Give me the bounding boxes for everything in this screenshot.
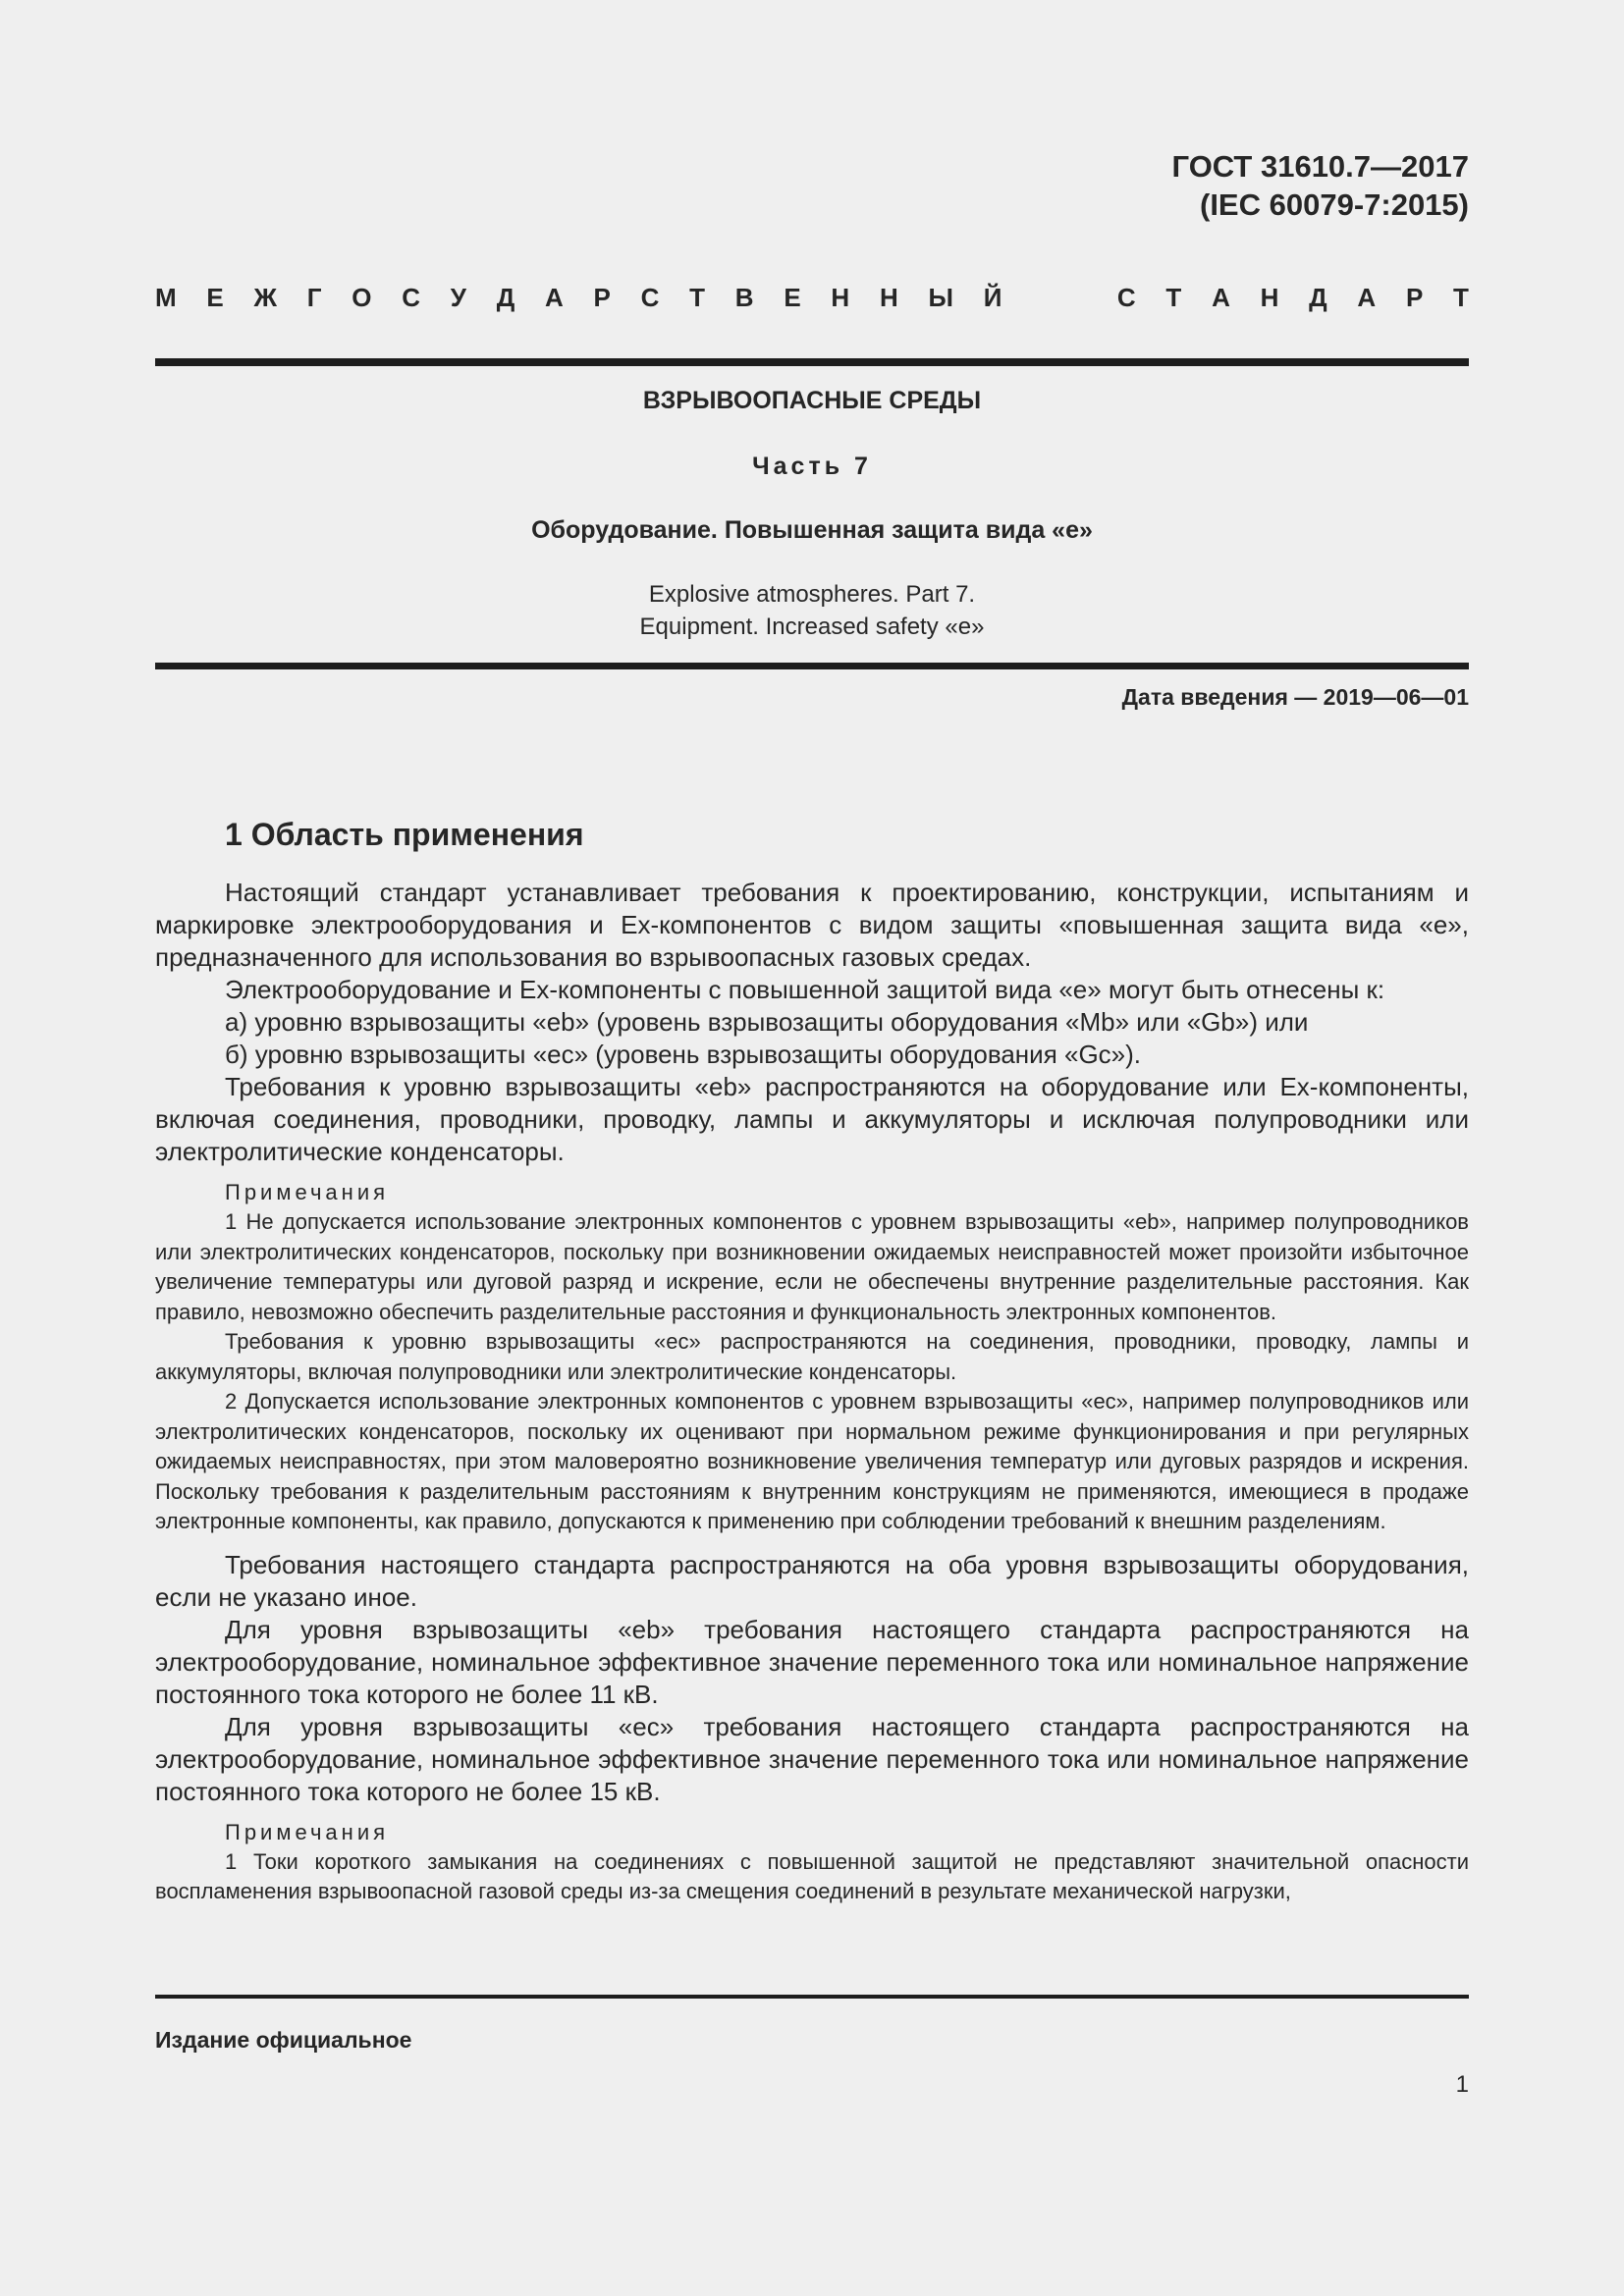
list-item: а) уровню взрывозащиты «eb» (уровень взрывозащиты оборудования «Mb» или «Gb») или: [225, 1007, 1309, 1037]
interstate-word2-letter: Д: [1309, 283, 1327, 312]
interstate-word1-letter: Ж: [253, 283, 278, 312]
interstate-word1-letter: У: [450, 283, 466, 312]
interstate-word1-letter: М: [155, 283, 177, 312]
section-body: [155, 877, 1469, 1907]
document-subtitle: Оборудование. Повышенная защита вида «е»: [531, 516, 1093, 544]
paragraph: Для уровня взрывозащиты «eb» требования настоящего стандарта распространяются на электрооборудование, номинальное эффективное значение переменного тока или номинальное напряжение постоянного тока которого не более 11 кВ.: [155, 1614, 1469, 1709]
page-number: 1: [1455, 2071, 1469, 2098]
gost-designation: [1172, 147, 1469, 224]
paragraph: Для уровня взрывозащиты «ec» требования настоящего стандарта распространяются на электрооборудование, номинальное эффективное значение переменного тока или номинальное напряжение постоянного тока которого не более 15 кВ.: [155, 1711, 1469, 1806]
word-gap: [1032, 283, 1087, 313]
top-divider: [155, 358, 1469, 366]
interstate-word1-letter: А: [545, 283, 564, 312]
interstate-word1-letter: С: [402, 283, 421, 312]
interstate-word1-letter: Т: [689, 283, 706, 312]
interstate-word2-letter: Р: [1405, 283, 1424, 312]
interstate-word2-letter: Т: [1165, 283, 1182, 312]
paragraph: Требования настоящего стандарта распространяются на оба уровня взрывозащиты оборудования, если не указано иное.: [155, 1549, 1469, 1612]
interstate-word1-letter: Н: [831, 283, 850, 312]
notes-heading: Примечания: [225, 1819, 390, 1844]
iec-number: (IEC 60079-7:2015): [1200, 187, 1469, 222]
list-item: б) уровню взрывозащиты «ec» (уровень взрывозащиты оборудования «Gc»).: [225, 1040, 1142, 1069]
section-heading: 1 Область применения: [225, 817, 584, 852]
note: Требования к уровню взрывозащиты «ec» распространяются на соединения, проводники, проводку, лампы и аккумуляторы, включая полупроводники или электролитические конденсаторы.: [155, 1329, 1469, 1384]
note: 1 Токи короткого замыкания на соединениях с повышенной защитой не представляют значительной опасности воспламенения взрывоопасной газовой среды из-за смещения соединений в результате механической нагрузки,: [155, 1848, 1469, 1903]
interstate-word1-letter: Д: [496, 283, 515, 312]
interstate-word1-letter: О: [352, 283, 372, 312]
footer-divider: [155, 1995, 1469, 1999]
interstate-word1-letter: Р: [593, 283, 611, 312]
interstate-word2-letter: А: [1357, 283, 1377, 312]
interstate-word1-letter: Н: [879, 283, 898, 312]
interstate-word1-letter: С: [640, 283, 660, 312]
interstate-standard-heading: [155, 283, 1469, 313]
interstate-word1-letter: Й: [983, 283, 1002, 312]
introduction-date: Дата введения — 2019—06—01: [1121, 684, 1469, 710]
interstate-word2-letter: Н: [1260, 283, 1279, 312]
interstate-word2-letter: А: [1212, 283, 1230, 312]
gost-number: ГОСТ 31610.7—2017: [1171, 149, 1469, 184]
interstate-word1-letter: Ы: [928, 283, 953, 312]
paragraph: Настоящий стандарт устанавливает требования к проектированию, конструкции, испытаниям и маркировке электрооборудования и Ex-компонентов с видом защиты «повышенная защита вида «е», предназначенного для использования во взрывоопасных газовых средах.: [155, 878, 1469, 972]
english-title-line-2: Equipment. Increased safety «е»: [639, 614, 985, 640]
interstate-word1-letter: Г: [306, 283, 322, 312]
note: 2 Допускается использование электронных компонентов с уровнем взрывозащиты «ec», например полупроводников или электролитических конденсаторов, поскольку их оценивают при нормальном режиме функционирования и при регулярных ожидаемых неисправностях, при этом маловероятно возникновение увеличения температур или дуговых разрядов и искрения. Поскольку требования к разделительным расстояниям к внутренним конструкциям не применяются, имеющиеся в продаже электронные компоненты, как правило, допускаются к применению при соблюдении требований к внешним разделениям.: [155, 1389, 1469, 1533]
interstate-word1-letter: Е: [784, 283, 801, 312]
part-label: Часть 7: [752, 453, 872, 480]
document-title: ВЗРЫВООПАСНЫЕ СРЕДЫ: [642, 387, 982, 414]
interstate-word2-letter: Т: [1453, 283, 1469, 312]
interstate-word2-letter: С: [1116, 283, 1136, 312]
interstate-word1-letter: В: [734, 283, 754, 312]
english-title: [155, 578, 1469, 643]
paragraph: Электрооборудование и Ex-компоненты с повышенной защитой вида «е» могут быть отнесены к:: [225, 975, 1385, 1004]
title-divider: [155, 663, 1469, 669]
interstate-word1-letter: Е: [206, 283, 224, 312]
official-edition-label: Издание официальное: [155, 2027, 412, 2053]
note: 1 Не допускается использование электронных компонентов с уровнем взрывозащиты «eb», например полупроводников или электролитических конденсаторов, поскольку при возникновении ожидаемых неисправностей может произойти избыточное увеличение температуры или дуговой разряд и искрение, если не обеспечены внутренние разделительные расстояния. Как правило, невозможно обеспечить разделительные расстояния и функциональность электронных компонентов.: [155, 1209, 1469, 1324]
notes-heading: Примечания: [225, 1180, 390, 1204]
english-title-line-1: Explosive atmospheres. Part 7.: [648, 581, 976, 608]
paragraph: Требования к уровню взрывозащиты «eb» распространяются на оборудование или Ex-компоненты, включая соединения, проводники, проводку, лампы и аккумуляторы и исключая полупроводники или электролитические конденсаторы.: [155, 1072, 1469, 1166]
